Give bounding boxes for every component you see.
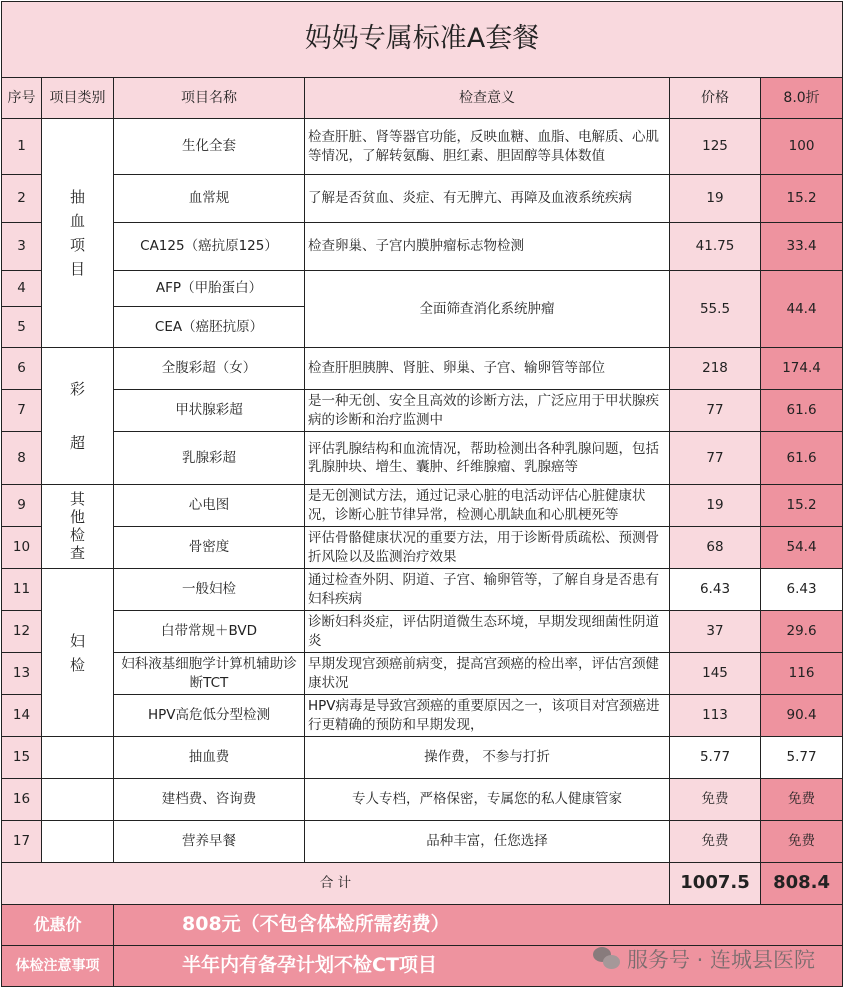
header-meaning: 检查意义 xyxy=(305,78,670,119)
table-row xyxy=(2,779,843,821)
item-discount-price: 116 xyxy=(761,653,843,695)
row-number: 12 xyxy=(2,611,42,653)
item-discount-price: 免费 xyxy=(761,779,843,821)
item-meaning: 品种丰富，任您选择 xyxy=(305,821,670,863)
item-meaning: 专人专档，严格保密，专属您的私人健康管家 xyxy=(305,779,670,821)
table-row xyxy=(2,432,843,485)
item-name: 建档费、咨询费 xyxy=(114,779,305,821)
item-discount-price: 29.6 xyxy=(761,611,843,653)
category-label: 其他检查 xyxy=(70,489,86,562)
item-meaning: 是一种无创、安全且高效的诊断方法，广泛应用于甲状腺疾病的诊断和治疗监测中 xyxy=(305,390,670,432)
item-price: 68 xyxy=(670,527,761,569)
item-discount-price: 免费 xyxy=(761,821,843,863)
category-cell xyxy=(42,569,114,737)
header-category: 项目类别 xyxy=(42,78,114,119)
table-row xyxy=(2,527,843,569)
total-price: 1007.5 xyxy=(670,863,761,905)
row-number: 13 xyxy=(2,653,42,695)
item-name: 一般妇检 xyxy=(114,569,305,611)
row-number: 11 xyxy=(2,569,42,611)
item-name: AFP（甲胎蛋白） xyxy=(114,271,305,307)
table-row xyxy=(2,569,843,611)
row-number: 14 xyxy=(2,695,42,737)
item-discount-price: 15.2 xyxy=(761,175,843,223)
item-name: CA125（癌抗原125） xyxy=(114,223,305,271)
offer-value: 808元（不包含体检所需药费） xyxy=(114,905,843,946)
item-name: CEA（癌胚抗原） xyxy=(114,307,305,348)
row-number: 5 xyxy=(2,307,42,348)
row-number: 15 xyxy=(2,737,42,779)
row-number: 7 xyxy=(2,390,42,432)
table-row xyxy=(2,390,843,432)
item-price: 218 xyxy=(670,348,761,390)
notice-label: 体检注意事项 xyxy=(2,946,114,987)
watermark xyxy=(593,944,815,974)
category-label: 抽血项目 xyxy=(70,188,86,278)
item-price: 免费 xyxy=(670,779,761,821)
item-discount-price: 61.6 xyxy=(761,390,843,432)
item-meaning: 诊断妇科炎症，评估阴道微生态环境，早期发现细菌性阴道炎 xyxy=(305,611,670,653)
item-meaning: 检查肝胆胰脾、肾脏、卵巢、子宫、输卵管等部位 xyxy=(305,348,670,390)
item-discount-price: 15.2 xyxy=(761,485,843,527)
item-discount-price: 44.4 xyxy=(761,271,843,348)
row-number: 9 xyxy=(2,485,42,527)
item-meaning: 评估骨骼健康状况的重要方法，用于诊断骨质疏松、预测骨折风险以及监测治疗效果 xyxy=(305,527,670,569)
item-price: 37 xyxy=(670,611,761,653)
package-table xyxy=(1,1,843,987)
wechat-icon xyxy=(593,947,621,971)
table-row xyxy=(2,653,843,695)
row-number: 6 xyxy=(2,348,42,390)
row-number: 4 xyxy=(2,271,42,307)
item-meaning: 操作费， 不参与打折 xyxy=(305,737,670,779)
header-name: 项目名称 xyxy=(114,78,305,119)
row-number: 1 xyxy=(2,119,42,175)
item-name: 白带常规＋BVD xyxy=(114,611,305,653)
item-discount-price: 5.77 xyxy=(761,737,843,779)
row-number: 17 xyxy=(2,821,42,863)
item-name: 抽血费 xyxy=(114,737,305,779)
item-name: 骨密度 xyxy=(114,527,305,569)
notice-value: 半年内有备孕计划不检CT项目 xyxy=(114,946,843,987)
item-name: 妇科液基细胞学计算机辅助诊断TCT xyxy=(114,653,305,695)
item-price: 19 xyxy=(670,485,761,527)
row-number: 8 xyxy=(2,432,42,485)
total-discount: 808.4 xyxy=(761,863,843,905)
item-discount-price: 174.4 xyxy=(761,348,843,390)
item-price: 55.5 xyxy=(670,271,761,348)
category-cell xyxy=(42,485,114,569)
table-row xyxy=(2,485,843,527)
item-name: 乳腺彩超 xyxy=(114,432,305,485)
row-number: 2 xyxy=(2,175,42,223)
item-price: 77 xyxy=(670,390,761,432)
table-row xyxy=(2,821,843,863)
item-discount-price: 100 xyxy=(761,119,843,175)
item-meaning: 通过检查外阴、阴道、子宫、输卵管等，了解自身是否患有妇科疾病 xyxy=(305,569,670,611)
item-price: 19 xyxy=(670,175,761,223)
item-discount-price: 61.6 xyxy=(761,432,843,485)
header-row xyxy=(2,78,843,119)
item-meaning: 全面筛查消化系统肿瘤 xyxy=(305,271,670,348)
table-row xyxy=(2,348,843,390)
item-name: 营养早餐 xyxy=(114,821,305,863)
table-row xyxy=(2,611,843,653)
item-meaning: 了解是否贫血、炎症、有无脾亢、再障及血液系统疾病 xyxy=(305,175,670,223)
offer-row xyxy=(2,905,843,946)
item-name: 全腹彩超（女） xyxy=(114,348,305,390)
total-row xyxy=(2,863,843,905)
item-price: 113 xyxy=(670,695,761,737)
item-meaning: 评估乳腺结构和血流情况，帮助检测出各种乳腺问题，包括乳腺肿块、增生、囊肿、纤维腺瘤、乳腺癌等 xyxy=(305,432,670,485)
table-row xyxy=(2,695,843,737)
item-meaning: 检查肝脏、肾等器官功能，反映血糖、血脂、电解质、心肌等情况，了解转氨酶、胆红素、胆固醇等具体数值 xyxy=(305,119,670,175)
item-meaning: HPV病毒是导致宫颈癌的重要原因之一，该项目对宫颈癌进行更精确的预防和早期发现， xyxy=(305,695,670,737)
item-price: 145 xyxy=(670,653,761,695)
item-name: 血常规 xyxy=(114,175,305,223)
page-title: 妈妈专属标准A套餐 xyxy=(2,2,843,78)
item-discount-price: 54.4 xyxy=(761,527,843,569)
item-discount-price: 90.4 xyxy=(761,695,843,737)
category-cell xyxy=(42,737,114,779)
row-number: 10 xyxy=(2,527,42,569)
item-discount-price: 33.4 xyxy=(761,223,843,271)
offer-label: 优惠价 xyxy=(2,905,114,946)
table-row xyxy=(2,223,843,271)
item-price: 125 xyxy=(670,119,761,175)
category-cell xyxy=(42,821,114,863)
item-meaning: 是无创测试方法，通过记录心脏的电活动评估心脏健康状况，诊断心脏节律异常，检测心肌缺血和心肌梗死等 xyxy=(305,485,670,527)
table-row xyxy=(2,271,843,307)
item-name: HPV高危低分型检测 xyxy=(114,695,305,737)
table-row xyxy=(2,737,843,779)
item-name: 生化全套 xyxy=(114,119,305,175)
item-price: 41.75 xyxy=(670,223,761,271)
item-name: 心电图 xyxy=(114,485,305,527)
header-discount: 8.0折 xyxy=(761,78,843,119)
item-meaning: 早期发现宫颈癌前病变，提高宫颈癌的检出率，评估宫颈健康状况 xyxy=(305,653,670,695)
header-price: 价格 xyxy=(670,78,761,119)
row-number: 3 xyxy=(2,223,42,271)
item-price: 77 xyxy=(670,432,761,485)
category-cell xyxy=(42,348,114,485)
table-row xyxy=(2,175,843,223)
item-price: 6.43 xyxy=(670,569,761,611)
total-label: 合 计 xyxy=(2,863,670,905)
category-label: 妇检 xyxy=(70,631,86,674)
header-no: 序号 xyxy=(2,78,42,119)
table-row xyxy=(2,119,843,175)
item-discount-price: 6.43 xyxy=(761,569,843,611)
row-number: 16 xyxy=(2,779,42,821)
category-label: 彩超 xyxy=(70,380,86,452)
category-cell xyxy=(42,779,114,821)
watermark-text: 服务号 · 连城县医院 xyxy=(626,948,815,972)
item-price: 5.77 xyxy=(670,737,761,779)
item-name: 甲状腺彩超 xyxy=(114,390,305,432)
item-meaning: 检查卵巢、子宫内膜肿瘤标志物检测 xyxy=(305,223,670,271)
item-price: 免费 xyxy=(670,821,761,863)
category-cell xyxy=(42,119,114,348)
